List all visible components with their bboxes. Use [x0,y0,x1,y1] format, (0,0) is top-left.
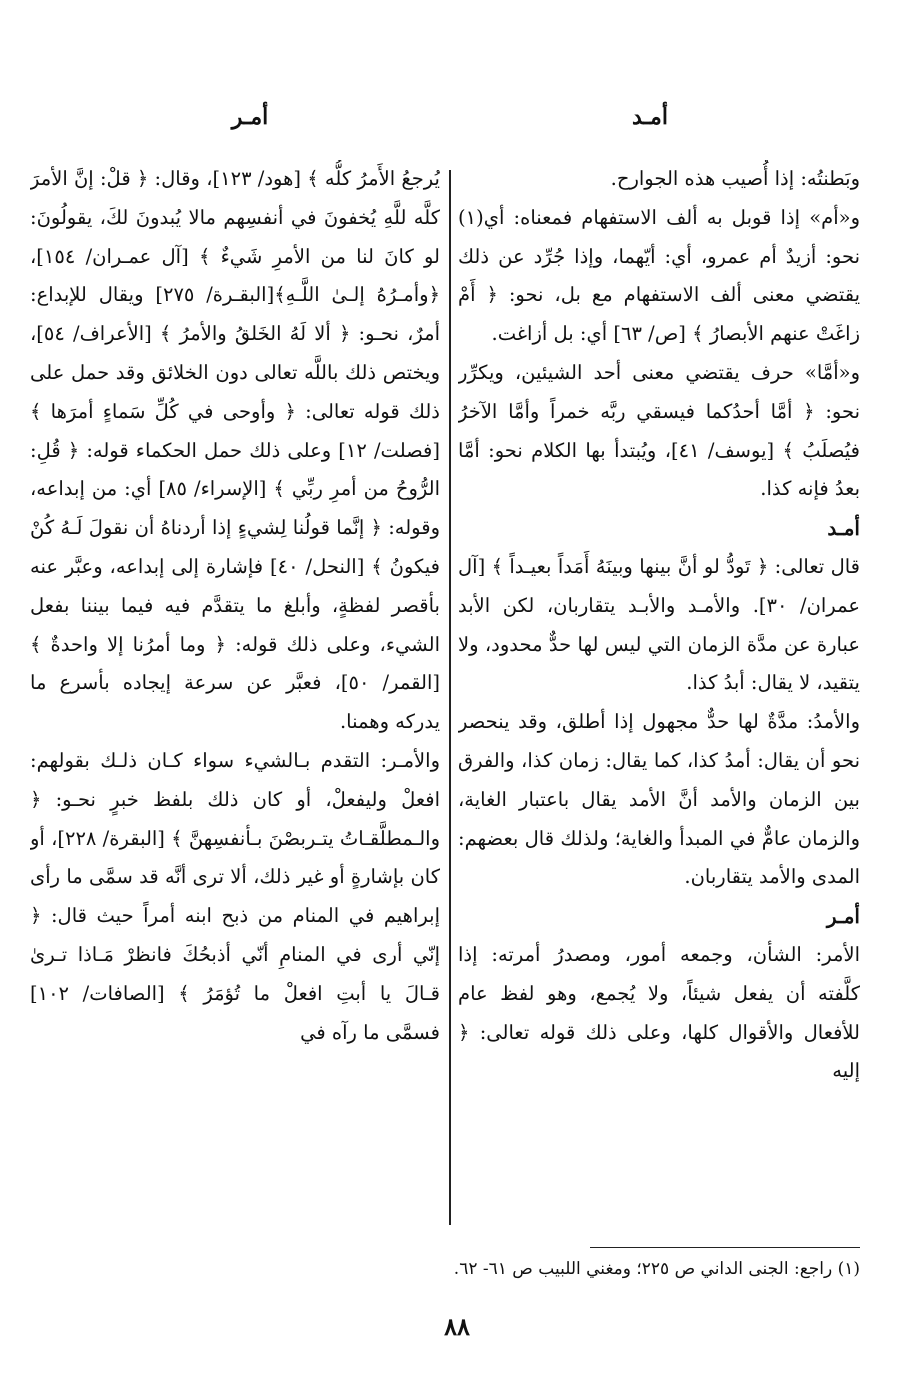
footnote-rule [590,1247,860,1248]
right-column-header: أمـد [632,104,668,130]
entry-heading: أمـد [827,516,860,541]
paragraph: يُرجعُ الأَمرُ كلُّه ﴾ [هود/ ١٢٣]، وقال: ﴿ قلْ: إنَّ الأمرَ كلَّه للَّهِ يُخفونَ في أنفسِهم مالا يُبدونَ لكَ، يقولُونَ: لو كانَ لنا من الأمرِ شَيءٌ ﴾ [آل عمـران/ ١٥٤]، ﴿وأمـرُهُ إلـىٰ اللَّـهِ﴾[البقـرة/ ٢٧٥] ويقال للإبداع: أمرٌ، نحـو: ﴿ ألا لَهُ الخَلقُ والأمرُ ﴾ [الأعراف/ ٥٤]، ويختص ذلك باللَّه تعالى دون الخلائق وقد حمل على ذلك قوله تعالى: ﴿ وأوحى في كُلِّ سَماءٍ أمرَها ﴾ [فصلت/ ١٢] وعلى ذلك حمل الحكماء قوله: ﴿ قُلِ: الرُّوحُ من أمرِ ربِّي ﴾ [الإسراء/ ٨٥] أي: من إبداعه، وقوله: ﴿ إنَّما قولُنا لِشيءٍ إذا أردناهُ أن نقولَ لَـهُ كُنْ فيكونُ ﴾ [النحل/ ٤٠] فإشارة إلى إبداعه، وعبَّر عنه بأقصر لفظةٍ، وأبلغ ما يتقدَّم فيه فيما بيننا بفعل الشيء، وعلى ذلك قوله: ﴿ وما أمرُنا إلا واحدةٌ ﴾ [القمر/ ٥٠]، فعبَّر عن سرعة إيجاده بأسرع ما يدركه وهمنا. [30,167,440,734]
paragraph: قال تعالى: ﴿ تَودُّ لو أنَّ بينها وبينَهُ أَمَداً بعيـداً ﴾ [آل عمران/ ٣٠]. والأمـد والأبـد يتقاربان، لكن الأبد عبارة عن مدَّة الزمان التي ليس لها حدٌّ محدود، ولا يتقيد، لا يقال: أبدُ كذا. [458,554,860,695]
paragraph: و«أمَّا» حرف يقتضي معنى أحد الشيئين، ويكرِّر نحو: ﴿ أمَّا أحدُكما فيسقي ربَّه خمراً وأمَّا الآخرُ فيُصلَبُ ﴾ [يوسف/ ٤١]، ويُبتدأ بها الكلام نحو: أمَّا بعدُ فإنه كذا. [458,360,860,501]
column-divider [449,170,451,1225]
left-column-header: أمـر [231,104,269,130]
paragraph: والأمدُ: مدَّةٌ لها حدٌّ مجهول إذا أطلق، وقد ينحصر نحو أن يقال: أمدُ كذا، كما يقال: زمان كذا، والفرق بين الزمان والأمد أنَّ الأمد يقال باعتبار الغاية، والزمان عامٌّ في المبدأ والغاية؛ ولذلك قال بعضهم: المدى والأمد يتقاربان. [458,710,860,889]
footnote: (١) راجع: الجنى الداني ص ٢٢٥؛ ومغني اللبيب ص ٦١- ٦٢. [453,1259,860,1279]
paragraph: و«أم» إذا قوبل به ألف الاستفهام فمعناه: أي(١) نحو: أزيدٌ أم عمرو، أي: أيّهما، وإذا جُرِّد عن ذلك يقتضي معنى ألف الاستفهام مع بل، نحو: ﴿ أَمْ زاغَتْ عنهم الأبصارُ ﴾ [ص/ ٦٣] أي: بل أزاغت. [458,205,860,346]
paragraph: وبَطنتُه: إذا أُصيب هذه الجوارح. [610,167,860,190]
right-text-column [458,160,860,1230]
page-number: ٨٨ [444,1312,470,1341]
entry-heading: أمـر [826,904,860,929]
left-text-column [30,160,440,1230]
paragraph: الأمر: الشأن، وجمعه أمور، ومصدرُ أمرته: إذا كلَّفته أن يفعل شيئاً، ولا يُجمع، وهو لفظ عام للأفعال والأقوال كلها، وعلى ذلك قوله تعالى: ﴿ إليه [458,942,860,1083]
paragraph: والأمـر: التقدم بـالشيء سواء كـان ذلـك بقولهم: افعلْ وليفعلْ، أو كان ذلك بلفظ خبرٍ نحـو: ﴿ والـمطلَّقـاتُ يتـربصْنَ بـأنفسِهنَّ ﴾ [البقرة/ ٢٢٨]، أو كان بإشارةٍ أو غير ذلك، ألا ترى أنَّه قد سمَّى ما رأى إبراهيم في المنام من ذبح ابنه أمراً حيث قال: ﴿ إنّي أرى في المنامِ أنّي أذبحُكَ فانظرْ مَـاذا تـرىٰ قـالَ يا أبتِ افعلْ ما تُؤمَرُ ﴾ [الصافات/ ١٠٢] فسمَّى ما رآه في [30,748,440,1044]
